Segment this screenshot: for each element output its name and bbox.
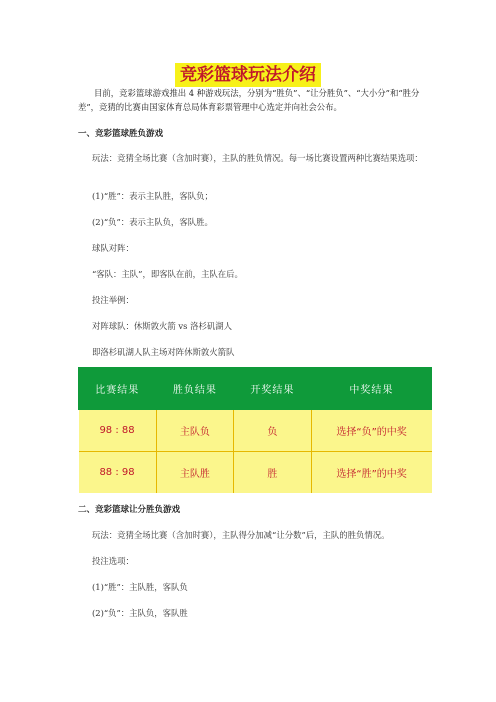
table-cell: 选择“负”的中奖 [311,410,431,452]
section1-option2: (2)“负”：表示主队负，客队胜。 [92,217,213,227]
table-cell: 88 : 98 [79,452,157,494]
table-row [79,452,432,494]
intro-paragraph: 目前，竞彩篮球游戏推出 4 种游戏玩法，分别为“胜负”、“让分胜负”、“大小分”和“胜分差”，竞猜的比赛由国家体育总局体育彩票管理中心选定并向社会公布。 [78,88,420,112]
table-cell: 主队负 [156,410,234,452]
section2-option1: (1)“胜”：主队胜，客队负 [92,582,188,592]
table-header: 开奖结果 [234,368,312,410]
table-cell: 98 : 88 [79,410,157,452]
section2-options-label: 投注选项： [92,556,134,566]
section1-rule: 玩法：竞猜全场比赛（含加时赛），主队的胜负情况。每一场比赛设置两种比赛结果选项： [92,153,423,163]
table-header: 胜负结果 [156,368,234,410]
example-label: 投注举例： [92,295,134,305]
title-block [0,63,496,87]
table-row [79,410,432,452]
table-header: 中奖结果 [311,368,431,410]
page-title: 竞彩篮球玩法介绍 [175,63,321,87]
table-header: 比赛结果 [79,368,157,410]
matchup-label: 球队对阵： [92,243,134,253]
matchup-desc: “客队：主队”，即客队在前，主队在后。 [92,269,243,279]
section2-rule: 玩法：竞猜全场比赛（含加时赛），主队得分加减“让分数”后，主队的胜负情况。 [92,530,390,540]
table-cell: 选择“胜”的中奖 [311,452,431,494]
example-teams: 对阵球队：休斯敦火箭 vs 洛杉矶湖人 [92,321,232,331]
result-table [78,367,432,493]
table-cell: 主队胜 [156,452,234,494]
example-note: 即洛杉矶湖人队主场对阵休斯敦火箭队 [92,347,235,357]
section1-option1: (1)“胜”：表示主队胜，客队负； [92,191,213,201]
section2-option2: (2)“负”：主队负，客队胜 [92,608,188,618]
section1-heading: 一、竞彩篮球胜负游戏 [78,129,164,139]
table-cell: 胜 [234,452,312,494]
table-cell: 负 [234,410,312,452]
section2-heading: 二、竞彩篮球让分胜负游戏 [78,505,181,515]
table-header-row [79,368,432,410]
